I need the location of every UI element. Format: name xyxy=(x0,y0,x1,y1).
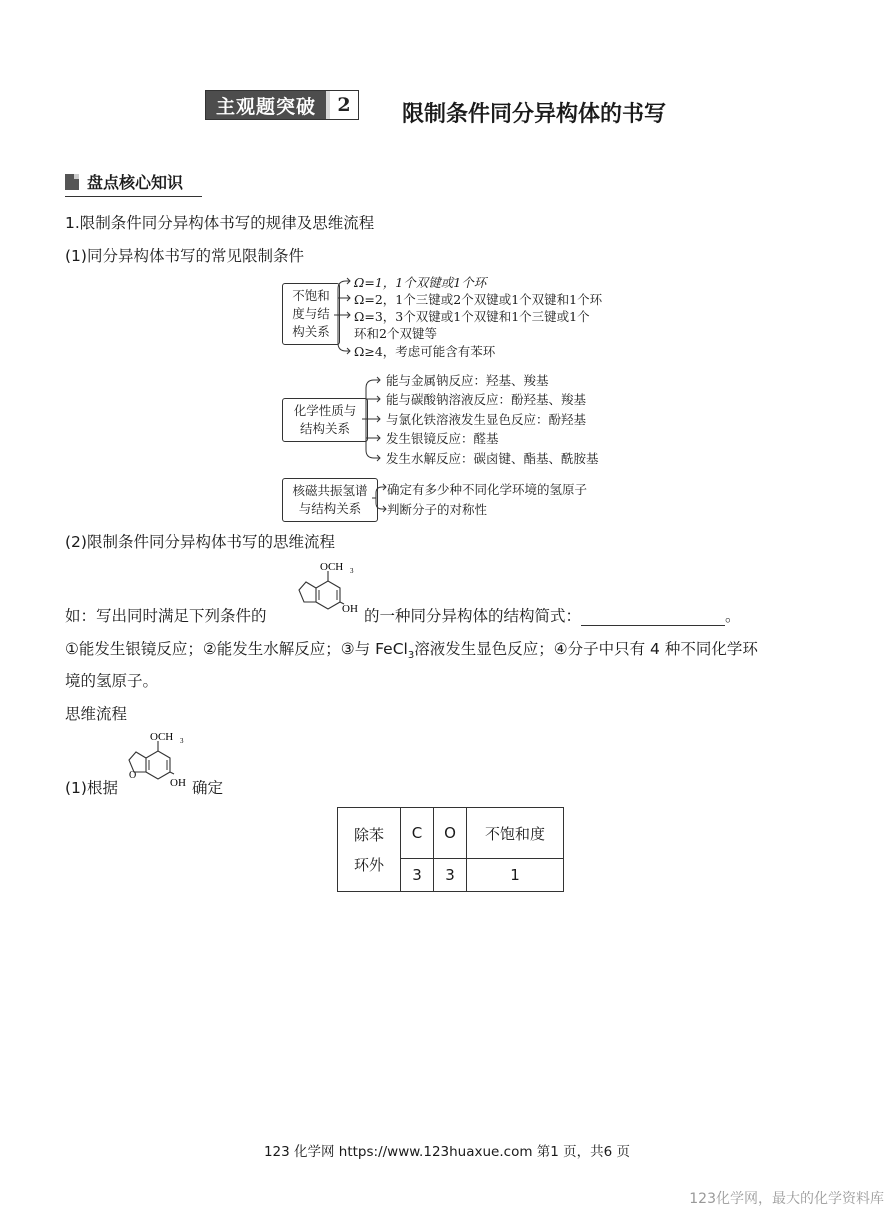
molecule-structure-2 xyxy=(116,730,192,790)
example-suffix xyxy=(364,604,741,626)
answer-blank[interactable] xyxy=(581,609,725,626)
banner-label: 主观题突破 xyxy=(206,91,326,119)
page-title: 限制条件同分异构体的书写 xyxy=(402,102,667,127)
ome-label: OCH xyxy=(320,561,344,573)
banner-number: 2 xyxy=(326,91,358,119)
bracket-arrows-3 xyxy=(372,482,388,514)
header-cell: O xyxy=(434,808,467,859)
header-cell: C xyxy=(401,808,434,859)
section-heading xyxy=(65,170,202,197)
diagram2-item: 能与金属钠反应：羟基、羧基 xyxy=(386,373,549,388)
value-cell: 1 xyxy=(467,859,564,892)
composition-table xyxy=(337,807,564,892)
section-title: 盘点核心知识 xyxy=(87,173,184,192)
chemical-property-box xyxy=(282,398,368,442)
diagram2-item: 能与碳酸钠溶液反应：酚羟基、羧基 xyxy=(386,392,587,407)
topic-banner xyxy=(205,90,359,120)
value-cell: 3 xyxy=(401,859,434,892)
oh-label: OH xyxy=(342,603,358,615)
value-cell: 3 xyxy=(434,859,467,892)
nmr-box xyxy=(282,478,378,522)
box-line: 不饱和 xyxy=(292,288,330,303)
molecule-structure-1 xyxy=(286,560,362,620)
bracket-arrows-1 xyxy=(334,275,354,355)
conditions-line-1 xyxy=(65,637,758,661)
row-header-line: 除苯 xyxy=(353,825,384,844)
box-line: 度与结 xyxy=(292,306,330,321)
box-line: 结构关系 xyxy=(299,421,350,436)
conditions-text: 溶液发生显色反应；④分子中只有 4 种不同化学环 xyxy=(414,640,758,658)
conditions-text: ①能发生银镜反应；②能发生水解反应；③与 FeCl xyxy=(65,640,408,658)
diagram3-item: 判断分子的对称性 xyxy=(387,502,488,517)
document-icon xyxy=(65,174,79,190)
row-header-cell xyxy=(338,808,401,892)
conditions-subscript: 3 xyxy=(407,650,415,662)
heading-1-1: (1)同分异构体书写的常见限制条件 xyxy=(65,247,304,265)
diagram1-item: 环和2个双键等 xyxy=(354,326,437,341)
diagram2-item: 与氯化铁溶液发生显色反应：酚羟基 xyxy=(386,412,587,427)
unsaturation-box xyxy=(282,283,340,345)
ome-subscript: 3 xyxy=(350,567,354,575)
row-header-line: 环外 xyxy=(353,855,384,874)
page-footer: 123 化学网 https://www.123huaxue.com 第1 页，共6 页 xyxy=(263,1144,631,1160)
diagram1-item: Ω≥4，考虑可能含有苯环 xyxy=(354,344,496,359)
diagram1-item: Ω=2，1个三键或2个双键或1个双键和1个环 xyxy=(354,292,603,307)
bracket-arrows-2 xyxy=(362,375,384,465)
ring-o-label: O xyxy=(129,770,137,781)
box-line: 构关系 xyxy=(292,324,330,339)
example-end: 。 xyxy=(725,607,741,625)
heading-1: 1.限制条件同分异构体书写的规律及思维流程 xyxy=(65,214,375,232)
ome-label: OCH xyxy=(150,731,174,743)
flow-label: 思维流程 xyxy=(65,705,128,723)
box-line: 与结构关系 xyxy=(298,501,362,516)
diagram3-item: 确定有多少种不同化学环境的氢原子 xyxy=(387,482,588,497)
watermark: 123化学网，最大的化学资料库 xyxy=(689,1191,884,1207)
oh-label: OH xyxy=(170,777,186,789)
box-line: 核磁共振氢谱 xyxy=(292,483,368,498)
diagram2-item: 发生银镜反应：醛基 xyxy=(386,431,499,446)
diagram1-item: Ω=1，1个双键或1个环 xyxy=(354,275,487,290)
header-cell: 不饱和度 xyxy=(467,808,564,859)
heading-1-2: (2)限制条件同分异构体书写的思维流程 xyxy=(65,533,335,551)
ome-subscript: 3 xyxy=(180,737,184,745)
diagram1-item: Ω=3，3个双键或1个双键和1个三键或1个 xyxy=(354,309,590,324)
step1-suffix: 确定 xyxy=(192,779,224,797)
diagram2-item: 发生水解反应：碳卤键、酯基、酰胺基 xyxy=(386,451,599,466)
box-line: 化学性质与 xyxy=(293,403,357,418)
example-prefix: 如：写出同时满足下列条件的 xyxy=(65,607,267,625)
step1-prefix: (1)根据 xyxy=(65,779,118,797)
conditions-line-2: 境的氢原子。 xyxy=(65,672,159,690)
example-suffix-text: 的一种同分异构体的结构简式： xyxy=(364,607,582,625)
